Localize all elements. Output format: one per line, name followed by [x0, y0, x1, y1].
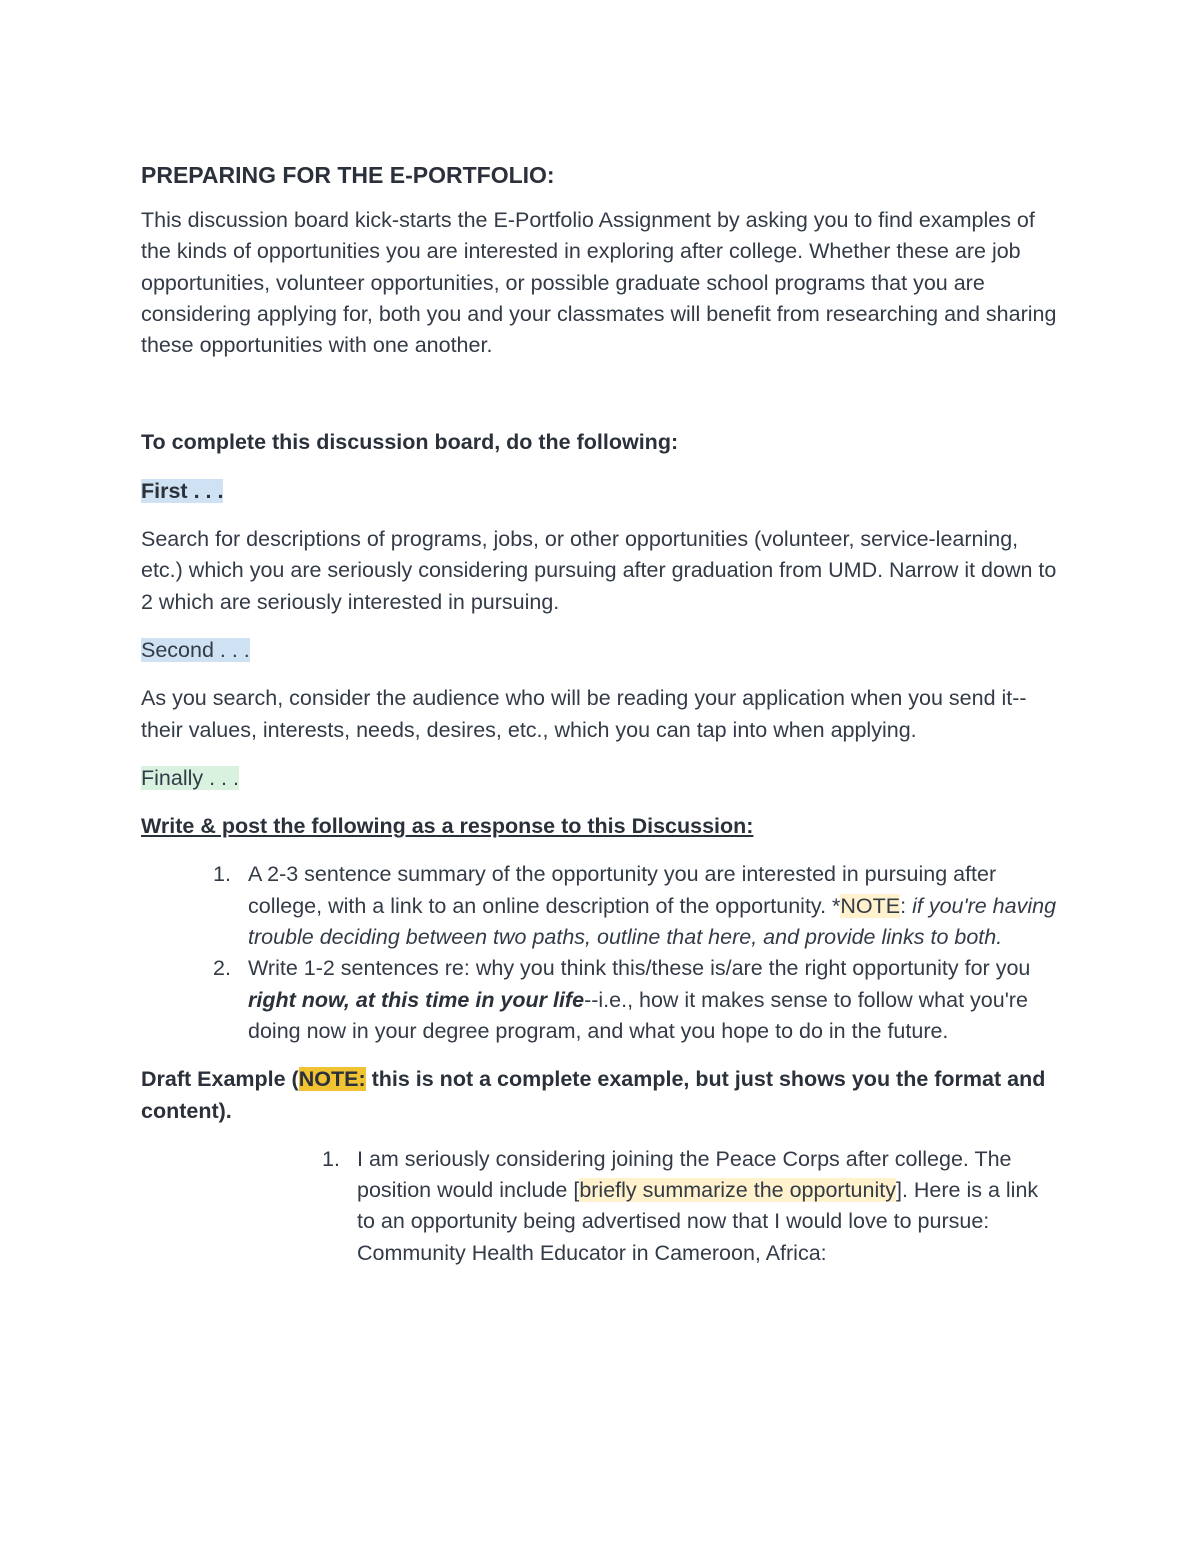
- step-text: Write 1-2 sentences re: why you think this/these is/are the right opportunity for you: [248, 956, 1031, 981]
- list-item: [141, 1144, 1061, 1269]
- draft-example-list: [141, 1144, 1061, 1269]
- list-item-number: 1.: [322, 1146, 340, 1171]
- note-text: if you're having trouble deciding between two paths, outline that here, and provide links to both.: [248, 893, 1057, 950]
- finally-label-text: Finally . . .: [141, 765, 239, 790]
- note-label: NOTE: [840, 893, 901, 918]
- document-title: PREPARING FOR THE E-PORTFOLIO:: [141, 162, 555, 188]
- list-item: [141, 859, 1061, 953]
- example-text-after: ]. Here is a link to an opportunity being advertised now that I would love to pursue: Community Health Educator in Cameroon, Africa:: [357, 1178, 1039, 1265]
- draft-example-heading: [141, 1064, 1061, 1127]
- list-item: [141, 953, 1061, 1047]
- intro-paragraph: This discussion board kick-starts the E-Portfolio Assignment by asking you to find examples of the kinds of opportunities you are interested in exploring after college. Whether these are job opportunities, volunteer opportunities, or possible graduate school programs that you are considering applying for, both you and your classmates will benefit from researching and sharing these opportunities with one another.: [141, 208, 1057, 358]
- second-paragraph: As you search, consider the audience who will be reading your application when you send it--their values, interests, needs, desires, etc., which you can tap into when applying.: [141, 686, 1027, 742]
- second-label: [141, 635, 1061, 666]
- example-highlight: briefly summarize the opportunity: [579, 1178, 896, 1203]
- finally-label: [141, 763, 1061, 794]
- list-item-number: 2.: [213, 956, 231, 981]
- second-label-text: Second . . .: [141, 637, 250, 662]
- draft-note-label: NOTE:: [298, 1067, 366, 1092]
- first-paragraph: Search for descriptions of programs, jobs, or other opportunities (volunteer, service-learning, etc.) which you are seriously considering pursuing after graduation from UMD. Narrow it down to 2 which are seriously interested in pursuing.: [141, 527, 1057, 614]
- example-text: I am seriously considering joining the Peace Corps after college. The position would include [: [357, 1146, 1012, 1203]
- first-label-text: First . . .: [141, 478, 224, 503]
- list-item-number: 1.: [213, 862, 231, 887]
- step-text-after: --i.e., how it makes sense to follow what you're doing now in your degree program, and what you hope to do in the future.: [248, 987, 1028, 1043]
- note-colon: :: [900, 893, 913, 918]
- first-label: [141, 476, 1061, 507]
- draft-prefix: Draft Example (: [141, 1067, 299, 1092]
- document-page: [141, 158, 1061, 1269]
- response-steps-list: [141, 859, 1061, 1047]
- step-emphasis: right now, at this time in your life: [248, 987, 585, 1012]
- instructions-heading: To complete this discussion board, do the following:: [141, 430, 679, 455]
- step-text: A 2-3 sentence summary of the opportunity you are interested in pursuing after college, with a link to an online description of the opportunity. *: [248, 862, 997, 918]
- post-heading: Write & post the following as a response to this Discussion:: [141, 814, 754, 839]
- draft-rest: this is not a complete example, but just shows you the format and content).: [141, 1067, 1046, 1123]
